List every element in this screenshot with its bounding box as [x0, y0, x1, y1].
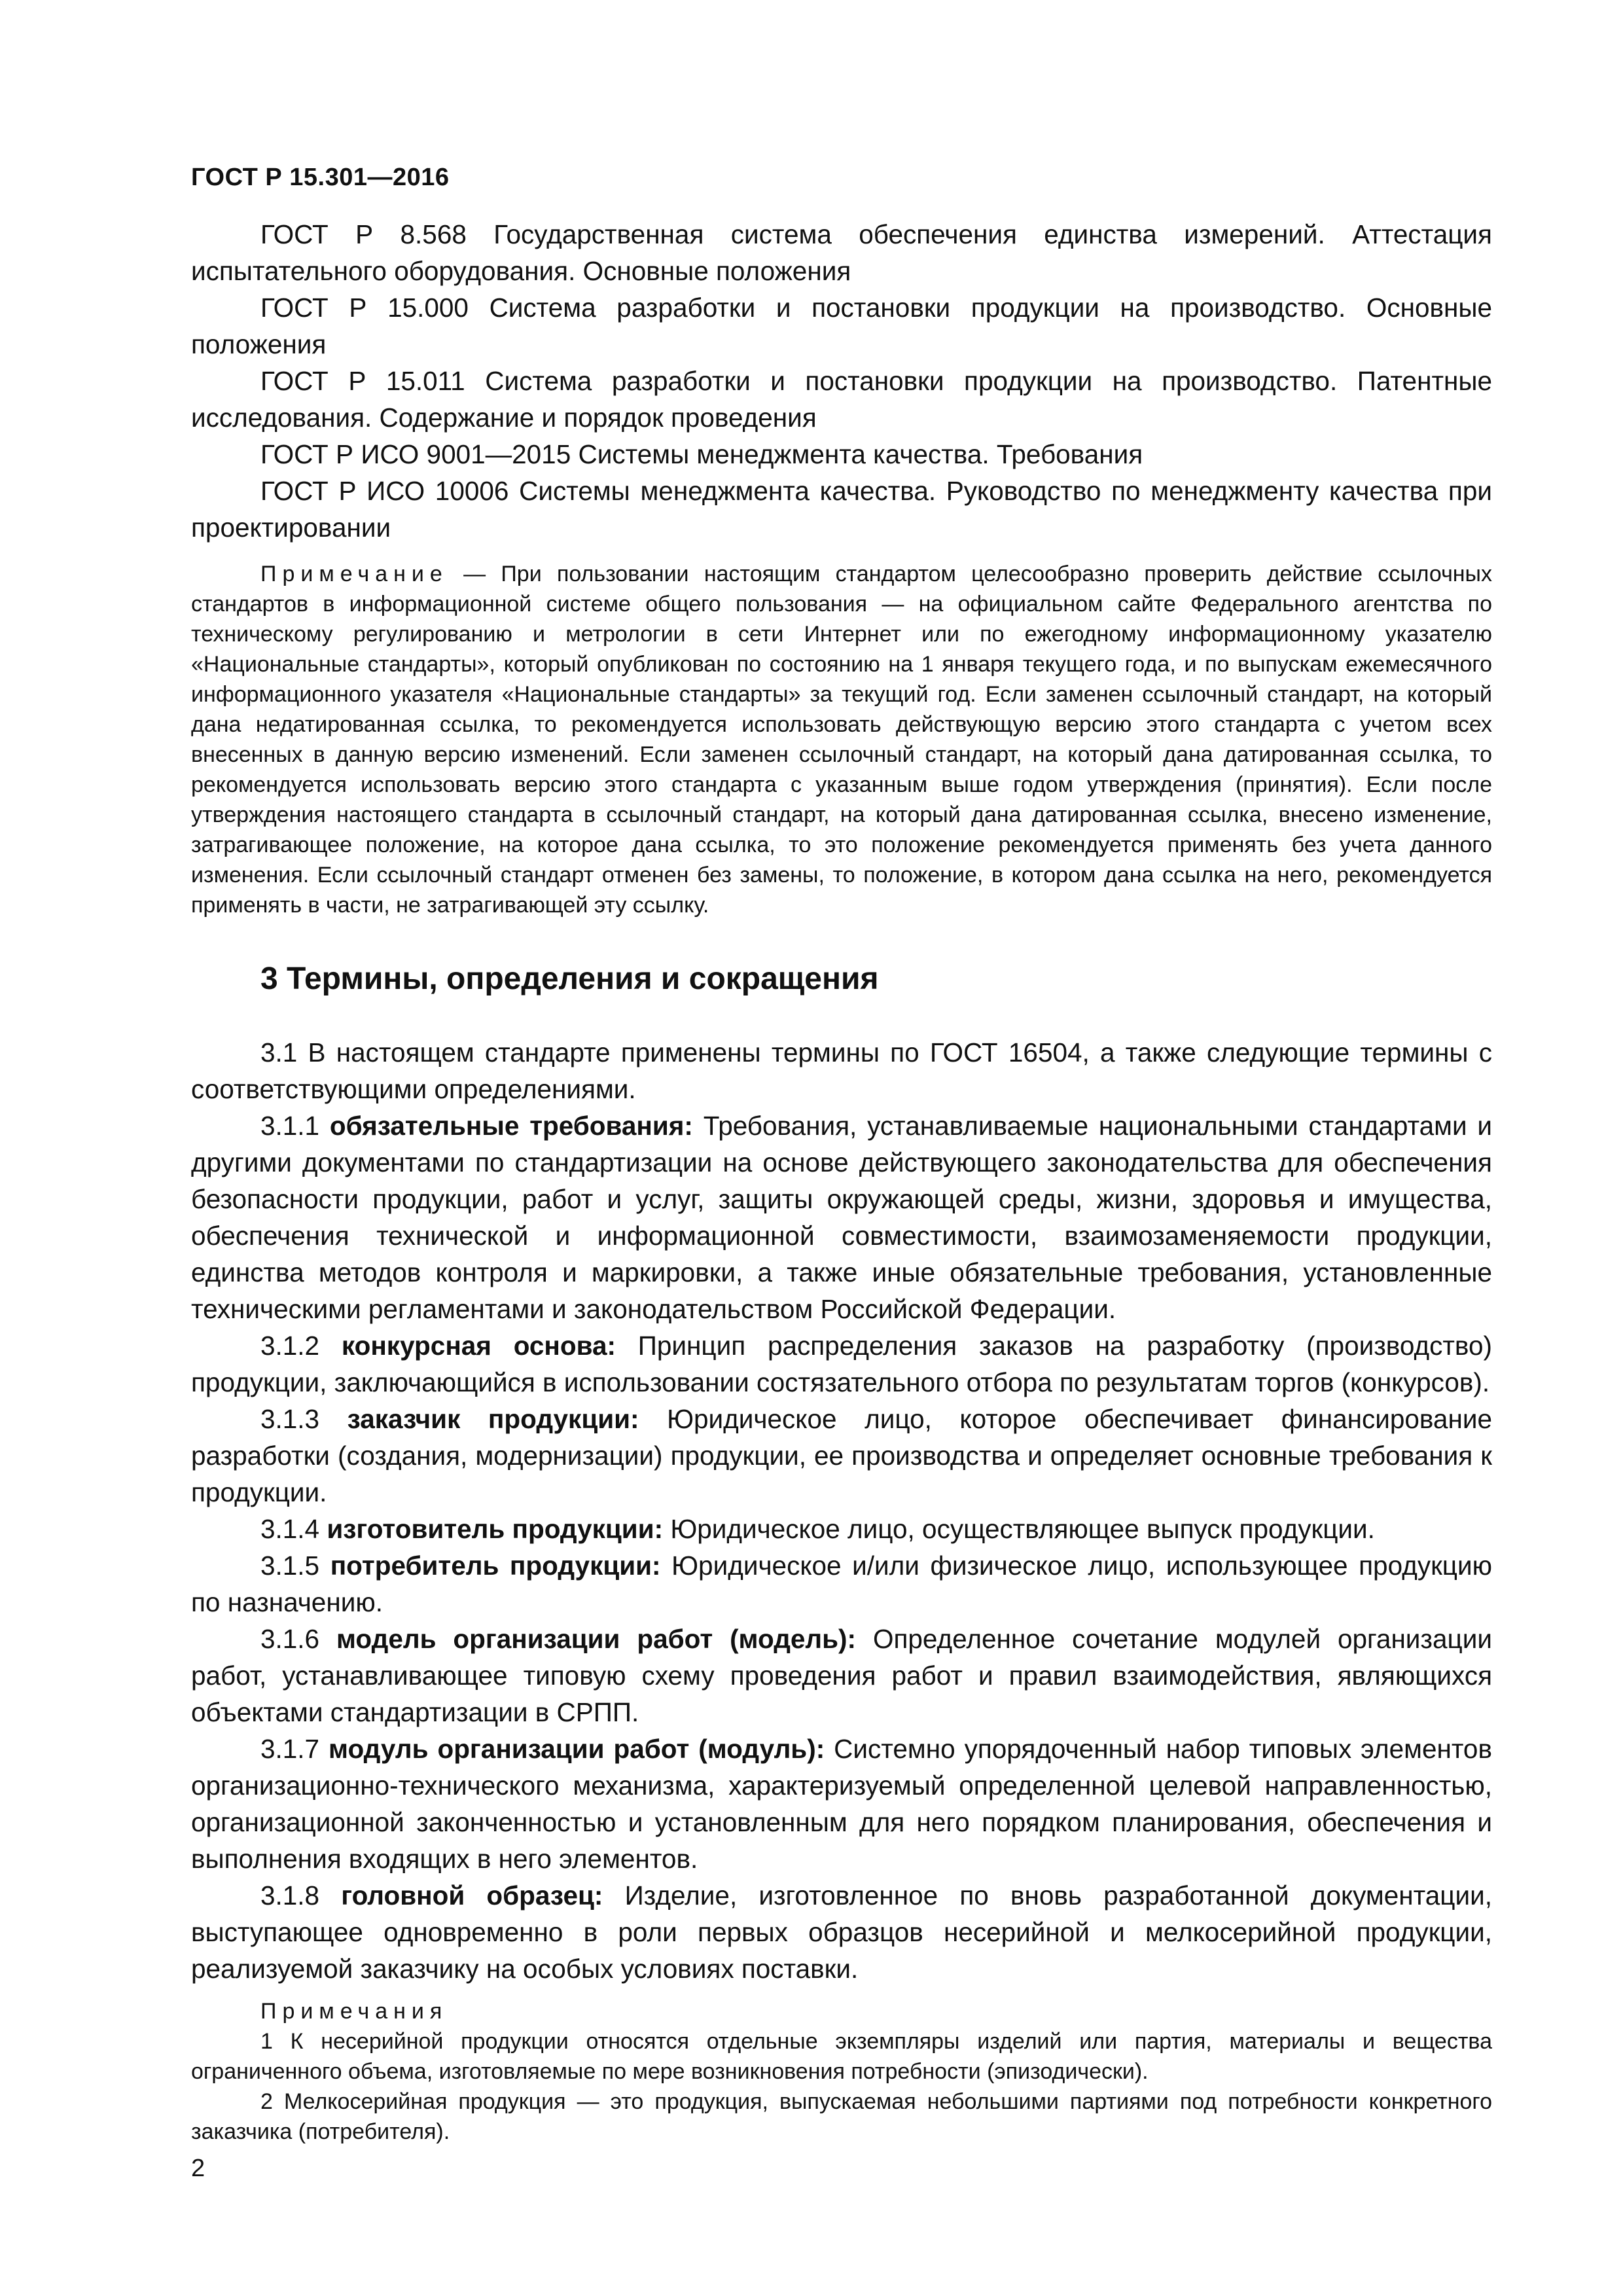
- reference-item: ГОСТ Р 15.000 Система разработки и постановки продукции на производство. Основные положения: [191, 293, 1492, 359]
- reference-item: ГОСТ Р ИСО 9001—2015 Системы менеджмента качества. Требования: [260, 439, 1143, 469]
- term-entry: [191, 1107, 1492, 1327]
- term-name: заказчик продукции:: [347, 1404, 639, 1434]
- term-number: 3.1.4: [260, 1514, 320, 1544]
- document-header: ГОСТ Р 15.301—2016: [191, 164, 450, 191]
- term-number: 3.1.3: [260, 1404, 320, 1434]
- notes-heading: Примечания: [260, 1999, 448, 2024]
- note-item: 2 Мелкосерийная продукция — это продукция, выпускаемая небольшими партиями под потребности конкретного заказчика (потребителя).: [191, 2089, 1492, 2144]
- term-entry: [191, 1327, 1492, 1401]
- term-notes: [191, 1996, 1492, 2147]
- reference-item: ГОСТ Р 8.568 Государственная система обеспечения единства измерений. Аттестация испытательного оборудования. Основные положения: [191, 219, 1492, 286]
- term-entry: [191, 1621, 1492, 1731]
- term-entry: [191, 1877, 1492, 1987]
- term-definition: Юридическое лицо, осуществляющее выпуск продукции.: [670, 1514, 1375, 1544]
- note-label: Примечание: [260, 562, 448, 586]
- term-definition: Определенное сочетание модулей организации работ, устанавливающее типовую схему проведения работ и правил взаимодействия, являющихся объектами стандартизации в СРПП.: [191, 1624, 1492, 1727]
- term-name: потребитель продукции:: [330, 1551, 661, 1581]
- term-definition: Требования, устанавливаемые национальными стандартами и другими документами по стандартизации на основе действующего законодательства для обеспечения безопасности продукции, работ и услуг, защиты окружающей среды, жизни, здоровья и имущества, обеспечения технической и информационной совместимости, взаимозаменяемости продукции, единства методов контроля и маркировки, а также иные обязательные требования, установленные техническими регламентами и законодательством Российской Федерации.: [191, 1111, 1492, 1324]
- term-name: конкурсная основа:: [341, 1331, 616, 1361]
- term-name: обязательные требования:: [329, 1111, 693, 1141]
- term-entry: [191, 1731, 1492, 1877]
- term-name: модель организации работ (модель):: [336, 1624, 857, 1654]
- term-name: модуль организации работ (модуль):: [329, 1734, 825, 1764]
- section-title: 3 Термины, определения и сокращения: [260, 961, 879, 996]
- reference-item: ГОСТ Р ИСО 10006 Системы менеджмента качества. Руководство по менеджменту качества при проектировании: [191, 476, 1492, 543]
- term-number: 3.1.5: [260, 1551, 320, 1581]
- note-text: — При пользовании настоящим стандартом целесообразно проверить действие ссылочных стандартов в информационной системе общего пользования — на официальном сайте Федерального агентства по техническому регулированию и метрологии в сети Интернет или по ежегодному информационному указателю «Национальные стандарты», который опубликован по состоянию на 1 января текущего года, и по выпускам ежемесячного информационного указателя «Национальные стандарты» за текущий год. Если заменен ссылочный стандарт, на который дана недатированная ссылка, то рекомендуется использовать действующую версию этого стандарта с учетом всех внесенных в данную версию изменений. Если заменен ссылочный стандарт, на который дана датированная ссылка, то рекомендуется использовать версию этого стандарта с указанным выше годом утверждения (принятия). Если после утверждения настоящего стандарта в ссылочный стандарт, на который дана датированная ссылка, внесено изменение, затрагивающее положение, на которое дана ссылка, то это положение рекомендуется применять без учета данного изменения. Если ссылочный стандарт отменен без замены, то положение, в котором дана ссылка на него, рекомендуется применять в части, не затрагивающей эту ссылку.: [191, 562, 1492, 918]
- term-definition: Системно упорядоченный набор типовых элементов организационно-технического механизма, характеризуемый определенной целевой направленностью, организационной законченностью и установленным для него порядком планирования, обеспечения и выполнения входящих в него элементов.: [191, 1734, 1492, 1874]
- term-entry: [191, 1547, 1492, 1621]
- term-name: изготовитель продукции:: [327, 1514, 664, 1544]
- term-definition: Принцип распределения заказов на разработку (производство) продукции, заключающийся в использовании состязательного отбора по результатам торгов (конкурсов).: [191, 1331, 1492, 1397]
- reference-item: ГОСТ Р 15.011 Система разработки и постановки продукции на производство. Патентные исследования. Содержание и порядок проведения: [191, 366, 1492, 433]
- term-number: 3.1.6: [260, 1624, 320, 1654]
- term-definition: Юридическое и/или физическое лицо, использующее продукцию по назначению.: [191, 1551, 1492, 1617]
- term-definition: Изделие, изготовленное по вновь разработанной документации, выступающее одновременно в роли первых образцов несерийной и мелкосерийной продукции, реализуемой заказчику на особых условиях поставки.: [191, 1880, 1492, 1984]
- term-entry: [191, 1511, 1492, 1547]
- page-content: [191, 216, 1492, 2147]
- term-number: 3.1.1: [260, 1111, 320, 1141]
- normative-references: [191, 216, 1492, 546]
- term-number: 3.1.8: [260, 1880, 320, 1910]
- references-note: [191, 559, 1492, 920]
- term-number: 3.1.7: [260, 1734, 320, 1764]
- section-intro: 3.1 В настоящем стандарте применены термины по ГОСТ 16504, а также следующие термины с соответствующими определениями.: [191, 1037, 1492, 1104]
- note-item: 1 К несерийной продукции относятся отдельные экземпляры изделий или партия, материалы и вещества ограниченного объема, изготовляемые по мере возникновения потребности (эпизодически).: [191, 2029, 1492, 2084]
- term-definition: Юридическое лицо, которое обеспечивает финансирование разработки (создания, модернизации) продукции, ее производства и определяет основные требования к продукции.: [191, 1404, 1492, 1507]
- term-entry: [191, 1401, 1492, 1511]
- page-number: 2: [191, 2155, 205, 2182]
- term-name: головной образец:: [341, 1880, 603, 1910]
- term-number: 3.1.2: [260, 1331, 320, 1361]
